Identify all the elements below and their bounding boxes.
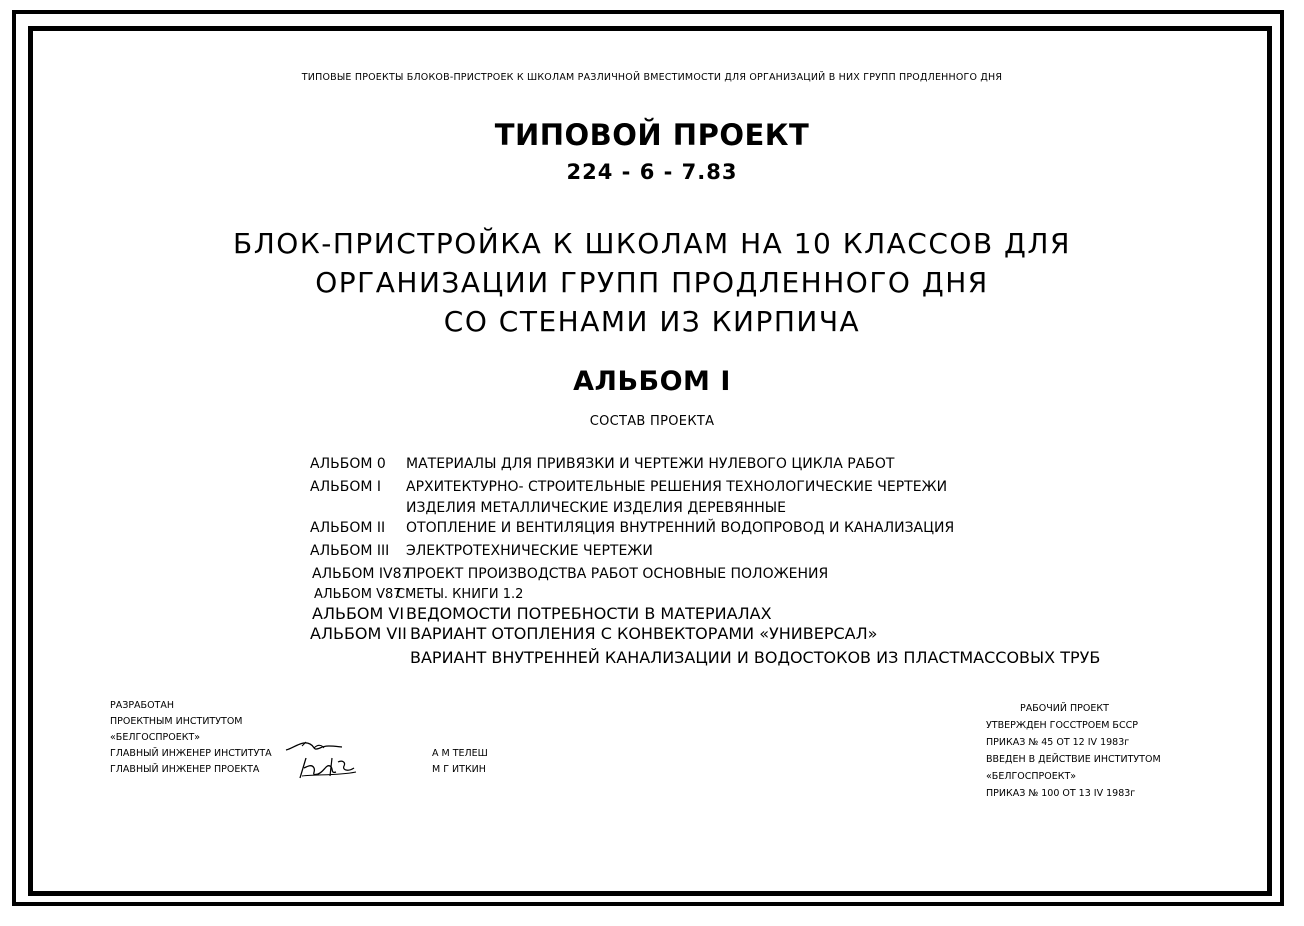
contents-row-text: СМЕТЫ. КНИГИ 1.2 [396, 587, 524, 602]
chief-engineer-project-row [110, 762, 486, 778]
contents-row-label: АЛЬБОМ VI [312, 604, 405, 623]
contents-row-label: АЛЬБОМ II [310, 520, 386, 536]
contents-row-text: МАТЕРИАЛЫ ДЛЯ ПРИВЯЗКИ И ЧЕРТЕЖИ НУЛЕВОГО ЦИКЛА РАБОТ [406, 456, 895, 472]
chief-engineer-project-role: ГЛАВНЫЙ ИНЖЕНЕР ПРОЕКТА [110, 764, 260, 775]
title-line-1: БЛОК-ПРИСТРОЙКА К ШКОЛАМ НА 10 КЛАССОВ ДЛЯ [233, 227, 1071, 260]
contents-row-text: ВАРИАНТ ОТОПЛЕНИЯ С КОНВЕКТОРАМИ «УНИВЕРСАЛ» [410, 624, 878, 643]
contents-row-label: АЛЬБОМ VII [310, 624, 407, 643]
contents-row-label: АЛЬБОМ V87 [314, 587, 402, 602]
contents-row-text: АРХИТЕКТУРНО- СТРОИТЕЛЬНЫЕ РЕШЕНИЯ ТЕХНОЛОГИЧЕСКИЕ ЧЕРТЕЖИ [406, 479, 948, 495]
contents-row-text: ПРОЕКТ ПРОИЗВОДСТВА РАБОТ ОСНОВНЫЕ ПОЛОЖЕНИЯ [406, 566, 829, 582]
album-heading: АЛЬБОМ I [573, 366, 731, 397]
developer-line-3: «БЕЛГОСПРОЕКТ» [110, 732, 201, 743]
title-line-2: ОРГАНИЗАЦИИ ГРУПП ПРОДЛЕННОГО ДНЯ [315, 266, 989, 299]
developer-line-2: ПРОЕКТНЫМ ИНСТИТУТОМ [110, 716, 243, 727]
chief-engineer-institute-row [110, 746, 488, 762]
approval-block [986, 700, 1161, 802]
project-title [0, 224, 1304, 341]
approval-line-4: ВВЕДЕН В ДЕЙСТВИЕ ИНСТИТУТОМ [986, 754, 1161, 765]
series-title: ТИПОВЫЕ ПРОЕКТЫ БЛОКОВ-ПРИСТРОЕК К ШКОЛАМ РАЗЛИЧНОЙ ВМЕСТИМОСТИ ДЛЯ ОРГАНИЗАЦИЙ В НИХ ГРУПП ПРОДЛЕННОГО ДНЯ [301, 72, 1003, 83]
approval-line-1: РАБОЧИЙ ПРОЕКТ [1020, 703, 1109, 714]
chief-engineer-project-name: М Г ИТКИН [432, 764, 486, 775]
contents-row-label: АЛЬБОМ I [310, 479, 381, 495]
composition-label: СОСТАВ ПРОЕКТА [589, 414, 715, 429]
contents-row-text: ВЕДОМОСТИ ПОТРЕБНОСТИ В МАТЕРИАЛАХ [406, 604, 772, 623]
contents-row-text: ИЗДЕЛИЯ МЕТАЛЛИЧЕСКИЕ ИЗДЕЛИЯ ДЕРЕВЯННЫЕ [406, 500, 786, 516]
approval-line-5: «БЕЛГОСПРОЕКТ» [986, 771, 1077, 782]
developer-block [110, 698, 488, 778]
approval-line-6: ПРИКАЗ № 100 ОТ 13 IV 1983г [986, 788, 1136, 799]
contents-row-label: АЛЬБОМ 0 [310, 456, 386, 472]
chief-engineer-institute-name: А М ТЕЛЕШ [432, 748, 488, 759]
title-line-3: СО СТЕНАМИ ИЗ КИРПИЧА [443, 305, 861, 338]
approval-line-2: УТВЕРЖДЕН ГОССТРОЕМ БССР [986, 720, 1138, 731]
main-heading: ТИПОВОЙ ПРОЕКТ [494, 118, 810, 152]
developer-line-1: РАЗРАБОТАН [110, 700, 174, 711]
contents-row-text: ОТОПЛЕНИЕ И ВЕНТИЛЯЦИЯ ВНУТРЕННИЙ ВОДОПРОВОД И КАНАЛИЗАЦИЯ [406, 520, 955, 536]
signature-itkin-icon [296, 752, 358, 782]
contents-row-label: АЛЬБОМ III [310, 543, 390, 559]
contents-row-text: ЭЛЕКТРОТЕХНИЧЕСКИЕ ЧЕРТЕЖИ [406, 543, 653, 559]
approval-line-3: ПРИКАЗ № 45 ОТ 12 IV 1983г [986, 737, 1130, 748]
chief-engineer-institute-role: ГЛАВНЫЙ ИНЖЕНЕР ИНСТИТУТА [110, 748, 272, 759]
project-number: 224 - 6 - 7.83 [566, 160, 738, 184]
contents-row-label: АЛЬБОМ IV87 [312, 566, 411, 582]
contents-row-text: ВАРИАНТ ВНУТРЕННЕЙ КАНАЛИЗАЦИИ И ВОДОСТОКОВ ИЗ ПЛАСТМАССОВЫХ ТРУБ [410, 648, 1101, 667]
